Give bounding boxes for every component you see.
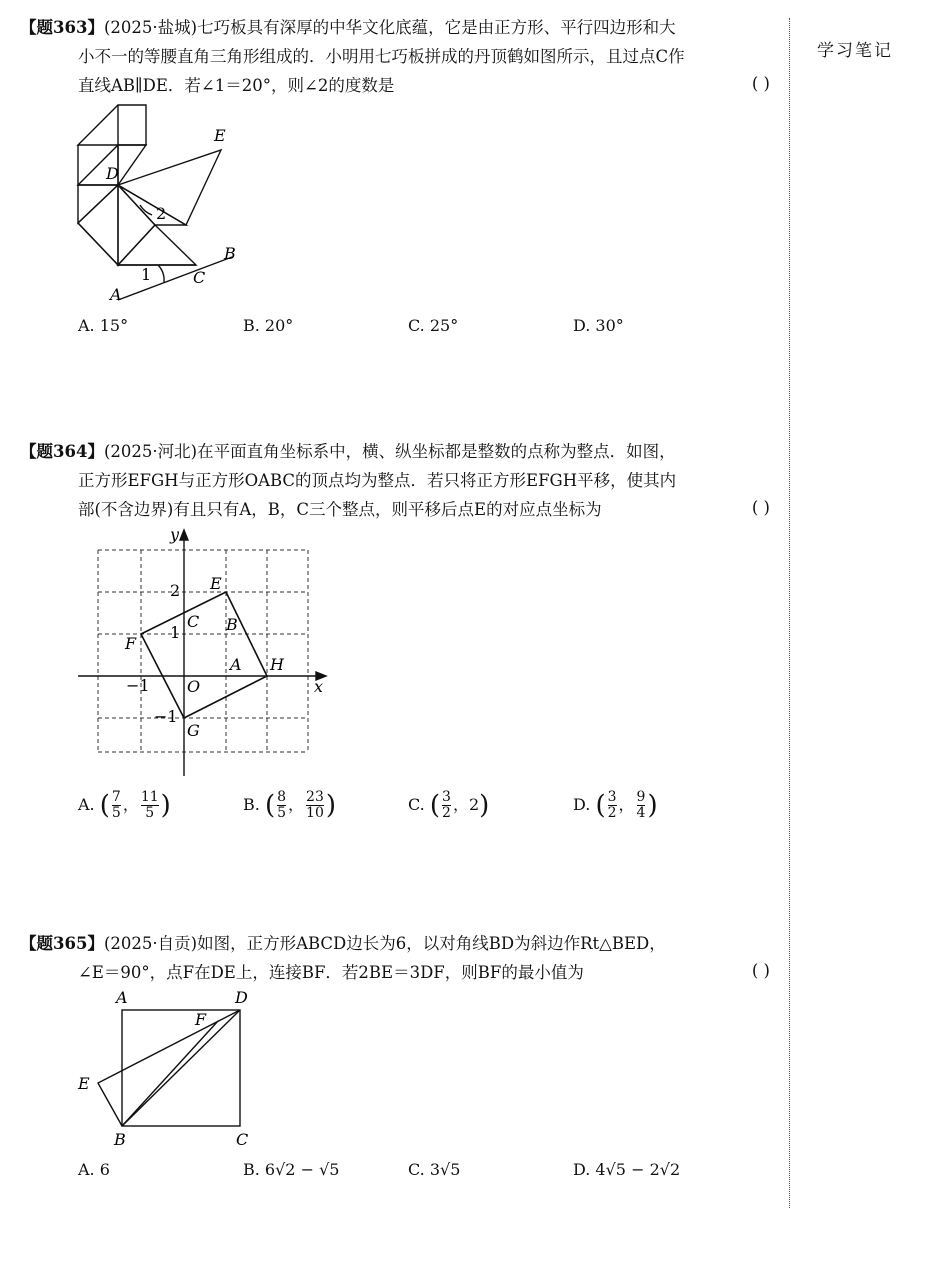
- q364-option-a[interactable]: A. ( $\frac{7}{5}$ ， $\frac{11}{5}$ ): [78, 789, 171, 821]
- label-C: C: [187, 612, 200, 631]
- q364-option-b[interactable]: B. ( $\frac{8}{5}$ ， $\frac{23}{10}$ ): [243, 789, 337, 821]
- label-A: A: [110, 285, 122, 304]
- label-y-axis: y: [170, 525, 180, 544]
- label-B: B: [114, 1130, 126, 1149]
- label-F: F: [195, 1010, 207, 1029]
- line-AB: [118, 257, 232, 300]
- label-angle-2: 2: [156, 204, 167, 223]
- crane-head-piece: [78, 105, 146, 145]
- label-H: H: [270, 655, 284, 674]
- triangle-BED: [98, 1010, 240, 1126]
- crane-wing-triangle: [118, 150, 221, 225]
- q364-option-c[interactable]: C. ( $\frac{3}{2}$ ，2): [408, 789, 490, 821]
- label-A: A: [116, 988, 128, 1007]
- q365-option-d[interactable]: D. 4√5 − 2√2: [573, 1160, 681, 1179]
- q363-option-a[interactable]: A. 15°: [78, 316, 129, 335]
- label-G: G: [187, 721, 200, 740]
- label-F: F: [125, 634, 137, 653]
- tick-x-minus-1: −1: [126, 676, 150, 695]
- q364-line1: 【题364】(2025·河北)在平面直角坐标系中，横、纵坐标都是整数的点称为整点．如图，: [20, 442, 676, 461]
- q363-line2: 小不一的等腰直角三角形组成的．小明用七巧板拼成的丹顶鹤如图所示，且过点C作: [78, 47, 685, 66]
- q365-tag: 【题365】: [20, 934, 104, 953]
- diagonal-BD: [122, 1010, 240, 1126]
- sidebar-title: 学习笔记: [817, 41, 893, 61]
- q365-option-a[interactable]: A. 6: [78, 1160, 110, 1179]
- q363-answer-paren: ( ): [751, 74, 770, 93]
- square-EFGH: [141, 592, 267, 718]
- label-O: O: [187, 677, 201, 696]
- label-E: E: [210, 574, 222, 593]
- q363-option-c[interactable]: C. 25°: [408, 316, 459, 335]
- q363-line3: 直线AB∥DE．若∠1＝20°，则∠2的度数是: [78, 76, 395, 95]
- q364-tag: 【题364】: [20, 442, 104, 461]
- label-E: E: [214, 126, 226, 145]
- label-D: D: [106, 164, 119, 183]
- q365-option-c[interactable]: C. 3√5: [408, 1160, 461, 1179]
- q364-answer-paren: ( ): [751, 498, 770, 517]
- q365-line2: ∠E＝90°，点F在DE上，连接BF．若2BE＝3DF，则BF的最小值为: [78, 963, 584, 982]
- q363-option-b[interactable]: B. 20°: [243, 316, 294, 335]
- q365-square-figure: [70, 985, 280, 1155]
- q364-line3: 部(不含边界)有且只有A，B，C三个整点，则平移后点E的对应点坐标为: [78, 500, 602, 519]
- tick-y-2: 2: [170, 581, 181, 600]
- notes-divider: [789, 18, 790, 1208]
- label-A: A: [230, 655, 242, 674]
- q365-source: (2025·自贡): [103, 934, 198, 953]
- segment-BF: [122, 1021, 218, 1126]
- label-C: C: [193, 268, 206, 287]
- q364-line2: 正方形EFGH与正方形OABC的顶点均为整点．若只将正方形EFGH平移，使其内: [78, 471, 677, 490]
- q364-coordinate-grid-figure: [70, 520, 340, 782]
- q365-option-b[interactable]: B. 6√2 − √5: [243, 1160, 340, 1179]
- q365-line1: 【题365】(2025·自贡)如图，正方形ABCD边长为6，以对角线BD为斜边作Rt△BED，: [20, 934, 666, 953]
- tick-y-1: 1: [170, 623, 181, 642]
- q363-tag: 【题363】: [20, 18, 104, 37]
- q363-source: (2025·盐城): [103, 18, 198, 37]
- q364-source: (2025·河北): [103, 442, 198, 461]
- label-B: B: [226, 615, 238, 634]
- q363-line1: 【题363】(2025·盐城)七巧板具有深厚的中华文化底蕴，它是由正方形、平行四边形和大: [20, 18, 676, 37]
- q363-option-d[interactable]: D. 30°: [573, 316, 624, 335]
- y-axis-arrow: [180, 530, 188, 540]
- q364-option-d[interactable]: D. ( $\frac{3}{2}$ ， $\frac{9}{4}$ ): [573, 789, 658, 821]
- tick-y-minus-1: −1: [154, 707, 178, 726]
- q364-options: [78, 790, 718, 830]
- label-D: D: [235, 988, 248, 1007]
- label-x-axis: x: [314, 677, 324, 696]
- label-E: E: [78, 1074, 90, 1093]
- label-B: B: [224, 244, 236, 263]
- q365-answer-paren: ( ): [751, 961, 770, 980]
- label-angle-1: 1: [141, 265, 152, 284]
- q363-tangram-crane-figure: [60, 95, 260, 310]
- label-C: C: [236, 1130, 249, 1149]
